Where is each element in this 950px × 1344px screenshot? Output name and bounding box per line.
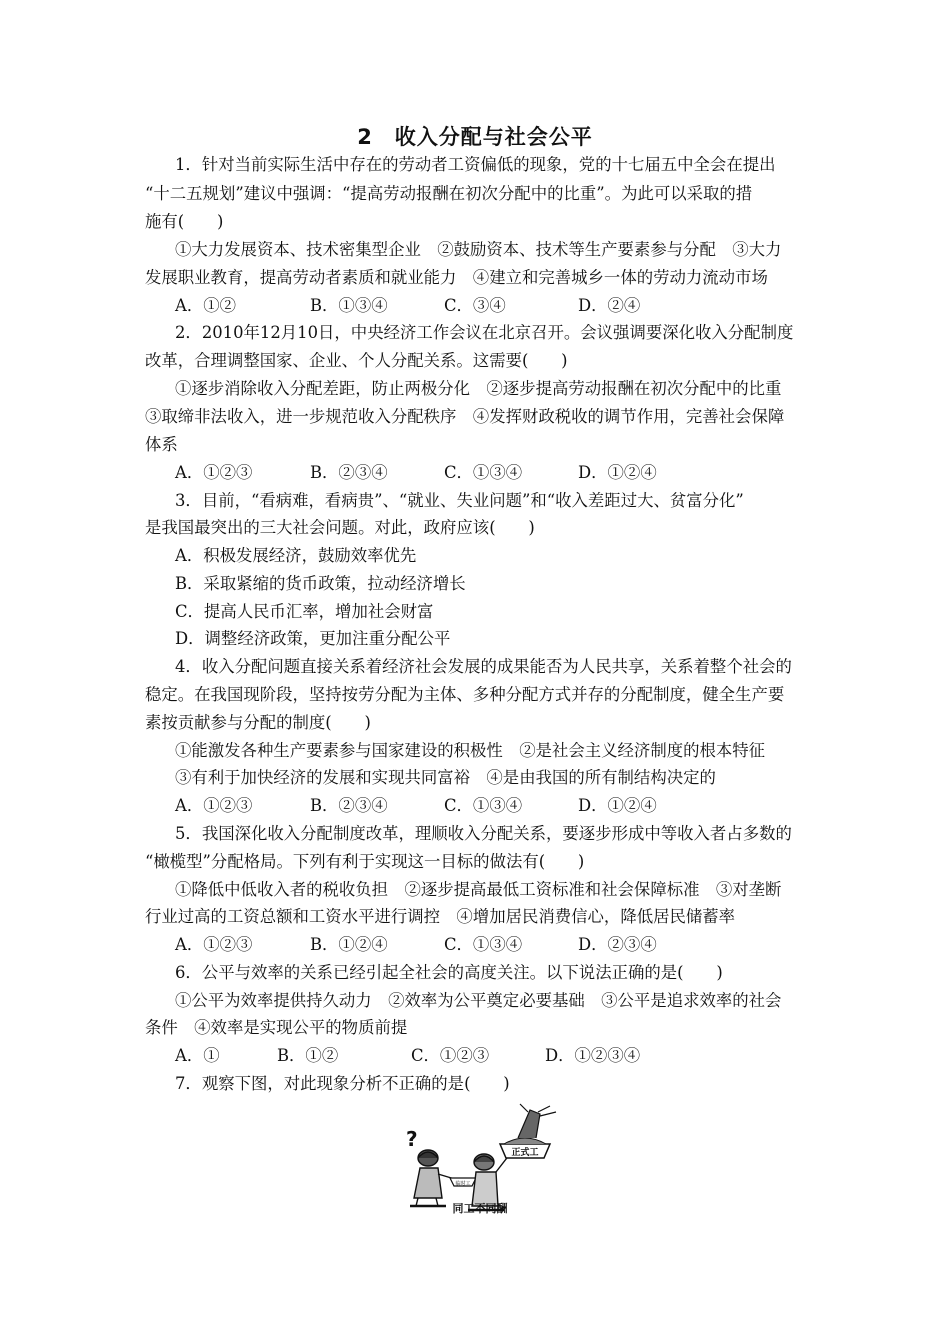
q4-option-d[interactable]: D．①②④ [578,796,657,815]
q6-option-d[interactable]: D．①②③④ [545,1046,641,1065]
q1-option-b[interactable]: B．①③④ [310,296,388,315]
q1-option-c[interactable]: C．③④ [444,296,506,315]
q5-option-b[interactable]: B．①②④ [310,935,388,954]
q2-option-a[interactable]: A．①②③ [175,463,253,482]
q1-stem-line-2: “十二五规划”建议中强调：“提高劳动报酬在初次分配中的比重”。为此可以采取的措 [145,184,753,203]
q4-stem-line-2: 稳定。在我国现阶段，坚持按劳分配为主体、多种分配方式并存的分配制度，健全生产要 [145,685,785,704]
q6-statements-line-2: 条件 ④效率是实现公平的物质前提 [145,1018,408,1037]
q6-option-a[interactable]: A．① [175,1046,220,1065]
q4-option-a[interactable]: A．①②③ [175,796,253,815]
q4-option-c[interactable]: C．①③④ [444,796,523,815]
q2-option-d[interactable]: D．①②④ [578,463,657,482]
q2-statements-line-3: 体系 [145,435,178,454]
q2-stem-line-2: 改革，合理调整国家、企业、个人分配关系。这需要( ) [145,351,568,370]
q2-option-c[interactable]: C．①③④ [444,463,523,482]
big-bowl-icon [500,1104,556,1158]
q3-stem-line-1: 3．目前，“看病难，看病贵”、“就业、失业问题”和“收入差距过大、贫富分化” [175,491,744,510]
q6-option-c[interactable]: C．①②③ [411,1046,490,1065]
q7-stem-line-1: 7．观察下图，对此现象分析不正确的是( ) [175,1074,510,1093]
question-mark-icon: ? [406,1127,418,1151]
big-bowl-label: 正式工 [511,1148,539,1158]
q4-stem-line-1: 4．收入分配问题直接关系着经济社会发展的成果能否为人民共享，关系着整个社会的 [175,657,792,676]
q4-option-b[interactable]: B．②③④ [310,796,388,815]
q5-option-a[interactable]: A．①②③ [175,935,253,954]
q3-stem-line-2: 是我国最突出的三大社会问题。对此，政府应该( ) [145,518,535,537]
q1-option-a[interactable]: A．①② [175,296,237,315]
q1-option-d[interactable]: D．②④ [578,296,641,315]
q6-statements-line-1: ①公平为效率提供持久动力 ②效率为公平奠定必要基础 ③公平是追求效率的社会 [175,991,782,1010]
q3-option-d[interactable]: D．调整经济政策，更加注重分配公平 [175,629,451,648]
q4-statements-line-1: ①能激发各种生产要素参与国家建设的积极性 ②是社会主义经济制度的根本特征 [175,741,766,760]
q5-stem-line-2: “橄榄型”分配格局。下列有利于实现这一目标的做法有( ) [145,852,585,871]
page-title: 2 收入分配与社会公平 [357,125,593,149]
q3-option-b[interactable]: B．采取紧缩的货币政策，拉动经济增长 [175,574,466,593]
small-bowl-label: 临时工 [455,1181,471,1187]
q2-statements-line-2: ③取缔非法收入，进一步规范收入分配秩序 ④发挥财政税收的调节作用，完善社会保障 [145,407,785,426]
q5-option-c[interactable]: C．①③④ [444,935,523,954]
q3-option-c[interactable]: C．提高人民币汇率，增加社会财富 [175,602,434,621]
figure-caption: 同工不同酬 [452,1202,508,1215]
small-bowl-icon [450,1178,476,1187]
q4-stem-line-3: 素按贡献参与分配的制度( ) [145,713,371,732]
q1-statements-line-2: 发展职业教育，提高劳动者素质和就业能力 ④建立和完善城乡一体的劳动力流动市场 [145,268,768,287]
q1-stem-line-3: 施有( ) [145,212,224,231]
q2-stem-line-1: 2．2010年12月10日，中央经济工作会议在北京召开。会议强调要深化收入分配制度 [175,323,794,342]
q2-statements-line-1: ①逐步消除收入分配差距，防止两极分化 ②逐步提高劳动报酬在初次分配中的比重 [175,379,782,398]
q6-stem-line-1: 6．公平与效率的关系已经引起全社会的高度关注。以下说法正确的是( ) [175,963,723,982]
q6-option-b[interactable]: B．①② [277,1046,339,1065]
q5-statements-line-1: ①降低中低收入者的税收负担 ②逐步提高最低工资标准和社会保障标准 ③对垄断 [175,880,782,899]
q5-option-d[interactable]: D．②③④ [578,935,657,954]
q1-statements-line-1: ①大力发展资本、技术密集型企业 ②鼓励资本、技术等生产要素参与分配 ③大力 [175,240,782,259]
q2-option-b[interactable]: B．②③④ [310,463,388,482]
q1-stem-line-1: 1．针对当前实际生活中存在的劳动者工资偏低的现象，党的十七届五中全会在提出 [175,155,776,174]
q4-statements-line-2: ③有利于加快经济的发展和实现共同富裕 ④是由我国的所有制结构决定的 [175,768,716,787]
q5-statements-line-2: 行业过高的工资总额和工资水平进行调控 ④增加居民消费信心，降低居民储蓄率 [145,907,736,926]
q3-option-a[interactable]: A．积极发展经济，鼓励效率优先 [175,546,417,565]
q5-stem-line-1: 5．我国深化收入分配制度改革，理顺收入分配关系，要逐步形成中等收入者占多数的 [175,824,792,843]
